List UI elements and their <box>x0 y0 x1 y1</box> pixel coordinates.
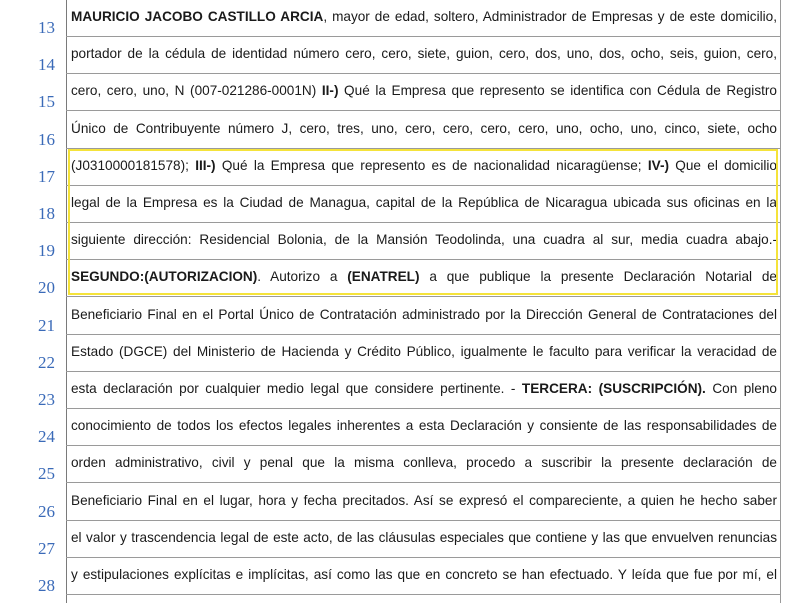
line-number: 27 <box>38 538 55 558</box>
ruled-line <box>66 520 780 521</box>
right-margin-rule <box>780 0 781 603</box>
line-number: 13 <box>38 18 55 37</box>
ruled-line <box>66 408 780 409</box>
text-run: esta declaración por cualquier medio legal que considere pertinente. - <box>71 381 522 396</box>
text-run: legal de la Empresa es la Ciudad de Managua, capital de la República de Nicaragua ubicada sus oficinas en la <box>71 195 777 210</box>
text-run: Estado (DGCE) del Ministerio de Hacienda y Crédito Público, igualmente le faculto para verificar la veracidad de <box>71 343 777 359</box>
bold-text-run: MAURICIO JACOBO CASTILLO ARCIA <box>71 9 324 24</box>
text-run: Beneficiario Final en el lugar, hora y fecha precitados. Así se expresó el compareciente, a quien he hecho saber <box>71 492 777 508</box>
ruled-line <box>66 185 780 186</box>
text-run: a que publique la presente Declaración Notarial de <box>419 269 777 285</box>
line-number: 25 <box>38 464 55 484</box>
text-run: (J0310000181578); <box>71 157 196 173</box>
text-run: . Autorizo a <box>257 269 348 285</box>
bold-text-run: SEGUNDO:(AUTORIZACION) <box>71 269 258 285</box>
text-run: orden administrativo, civil y penal que la misma conlleva, procedo a suscribir la presente declaración de <box>71 455 777 471</box>
document-text-line <box>71 45 777 63</box>
document-text-line <box>71 8 777 26</box>
line-number: 28 <box>38 576 55 595</box>
line-number: 24 <box>38 427 55 447</box>
ruled-line <box>66 445 780 446</box>
text-run: cero, cero, uno, N (007-021286-0001N) <box>71 83 322 99</box>
line-number: 16 <box>38 129 55 149</box>
document-text-line <box>71 194 777 212</box>
document-text-line <box>71 454 777 472</box>
ruled-line <box>66 110 780 111</box>
bold-text-run: TERCERA: (SUSCRIPCIÓN). <box>521 381 706 396</box>
line-number-gutter <box>0 0 66 603</box>
ruled-line <box>66 557 780 558</box>
text-run: conocimiento de todos los efectos legales inherentes a esta Declaración y consiente de las responsabilidades de <box>71 418 777 434</box>
ruled-line <box>66 222 780 223</box>
bold-text-run: III-) <box>195 157 216 173</box>
ruled-line <box>66 296 780 297</box>
text-run: Que el domicilio <box>669 157 777 173</box>
bold-text-run: II-) <box>321 83 339 99</box>
text-run: Qué la Empresa que represento es de nacionalidad nicaragüense; <box>215 157 648 173</box>
document-text-line <box>71 306 777 324</box>
line-number: 14 <box>38 55 55 75</box>
ruled-line <box>66 259 780 260</box>
line-number: 18 <box>38 204 55 223</box>
ruled-line <box>66 148 780 149</box>
ruled-line <box>66 371 780 372</box>
text-run: Beneficiario Final en el Portal Único de Contratación administrado por la Dirección General de Contrataciones del <box>71 306 777 322</box>
text-run: , mayor de edad, soltero, Administrador de Empresas y de este domicilio, <box>323 9 777 24</box>
document-text-line <box>71 566 777 584</box>
document-text-line <box>71 268 777 286</box>
text-run: Qué la Empresa que represento se identifica con Cédula de Registro <box>338 83 777 99</box>
line-number: 17 <box>38 166 55 186</box>
ruled-line <box>66 482 780 483</box>
document-text-line <box>71 529 777 547</box>
line-number: 22 <box>38 352 55 372</box>
document-text-line <box>71 82 777 100</box>
document-text-line <box>71 343 777 361</box>
ruled-line <box>66 594 780 595</box>
text-run: portador de la cédula de identidad número cero, cero, siete, guion, cero, dos, uno, dos, ocho, seis, guion, cero, <box>71 46 777 62</box>
text-run: el valor y trascendencia legal de este acto, de las cláusulas especiales que contiene y las que envuelven renuncias <box>71 529 777 545</box>
line-number: 20 <box>38 278 55 298</box>
left-margin-rule <box>66 0 67 603</box>
line-number: 23 <box>38 390 55 409</box>
text-run: siguiente dirección: Residencial Bolonia, de la Mansión Teodolinda, una cuadra al sur, media cuadra abajo.- <box>71 232 777 248</box>
document-text-line <box>71 417 777 435</box>
line-number: 19 <box>38 241 55 261</box>
document-text-line <box>71 157 777 175</box>
document-text-line <box>71 380 777 398</box>
bold-text-run: (ENATREL) <box>347 269 420 285</box>
ruled-line <box>66 334 780 335</box>
ruled-line <box>66 36 780 37</box>
text-run: y estipulaciones explícitas e implícitas, así como las que en concreto se han efectuado. Y leída que fue por mí, el <box>71 567 777 582</box>
document-text-line <box>71 120 777 138</box>
line-number: 21 <box>38 315 55 335</box>
text-run: Único de Contribuyente número J, cero, tres, uno, cero, cero, cero, cero, uno, ocho, uno, cinco, siete, ocho <box>71 120 777 136</box>
line-number: 26 <box>38 501 55 521</box>
text-run: Con pleno <box>705 381 777 396</box>
bold-text-run: IV-) <box>647 157 670 173</box>
document-text-line <box>71 492 777 510</box>
ruled-line <box>66 73 780 74</box>
document-text-line <box>71 231 777 249</box>
line-number: 15 <box>38 92 55 112</box>
